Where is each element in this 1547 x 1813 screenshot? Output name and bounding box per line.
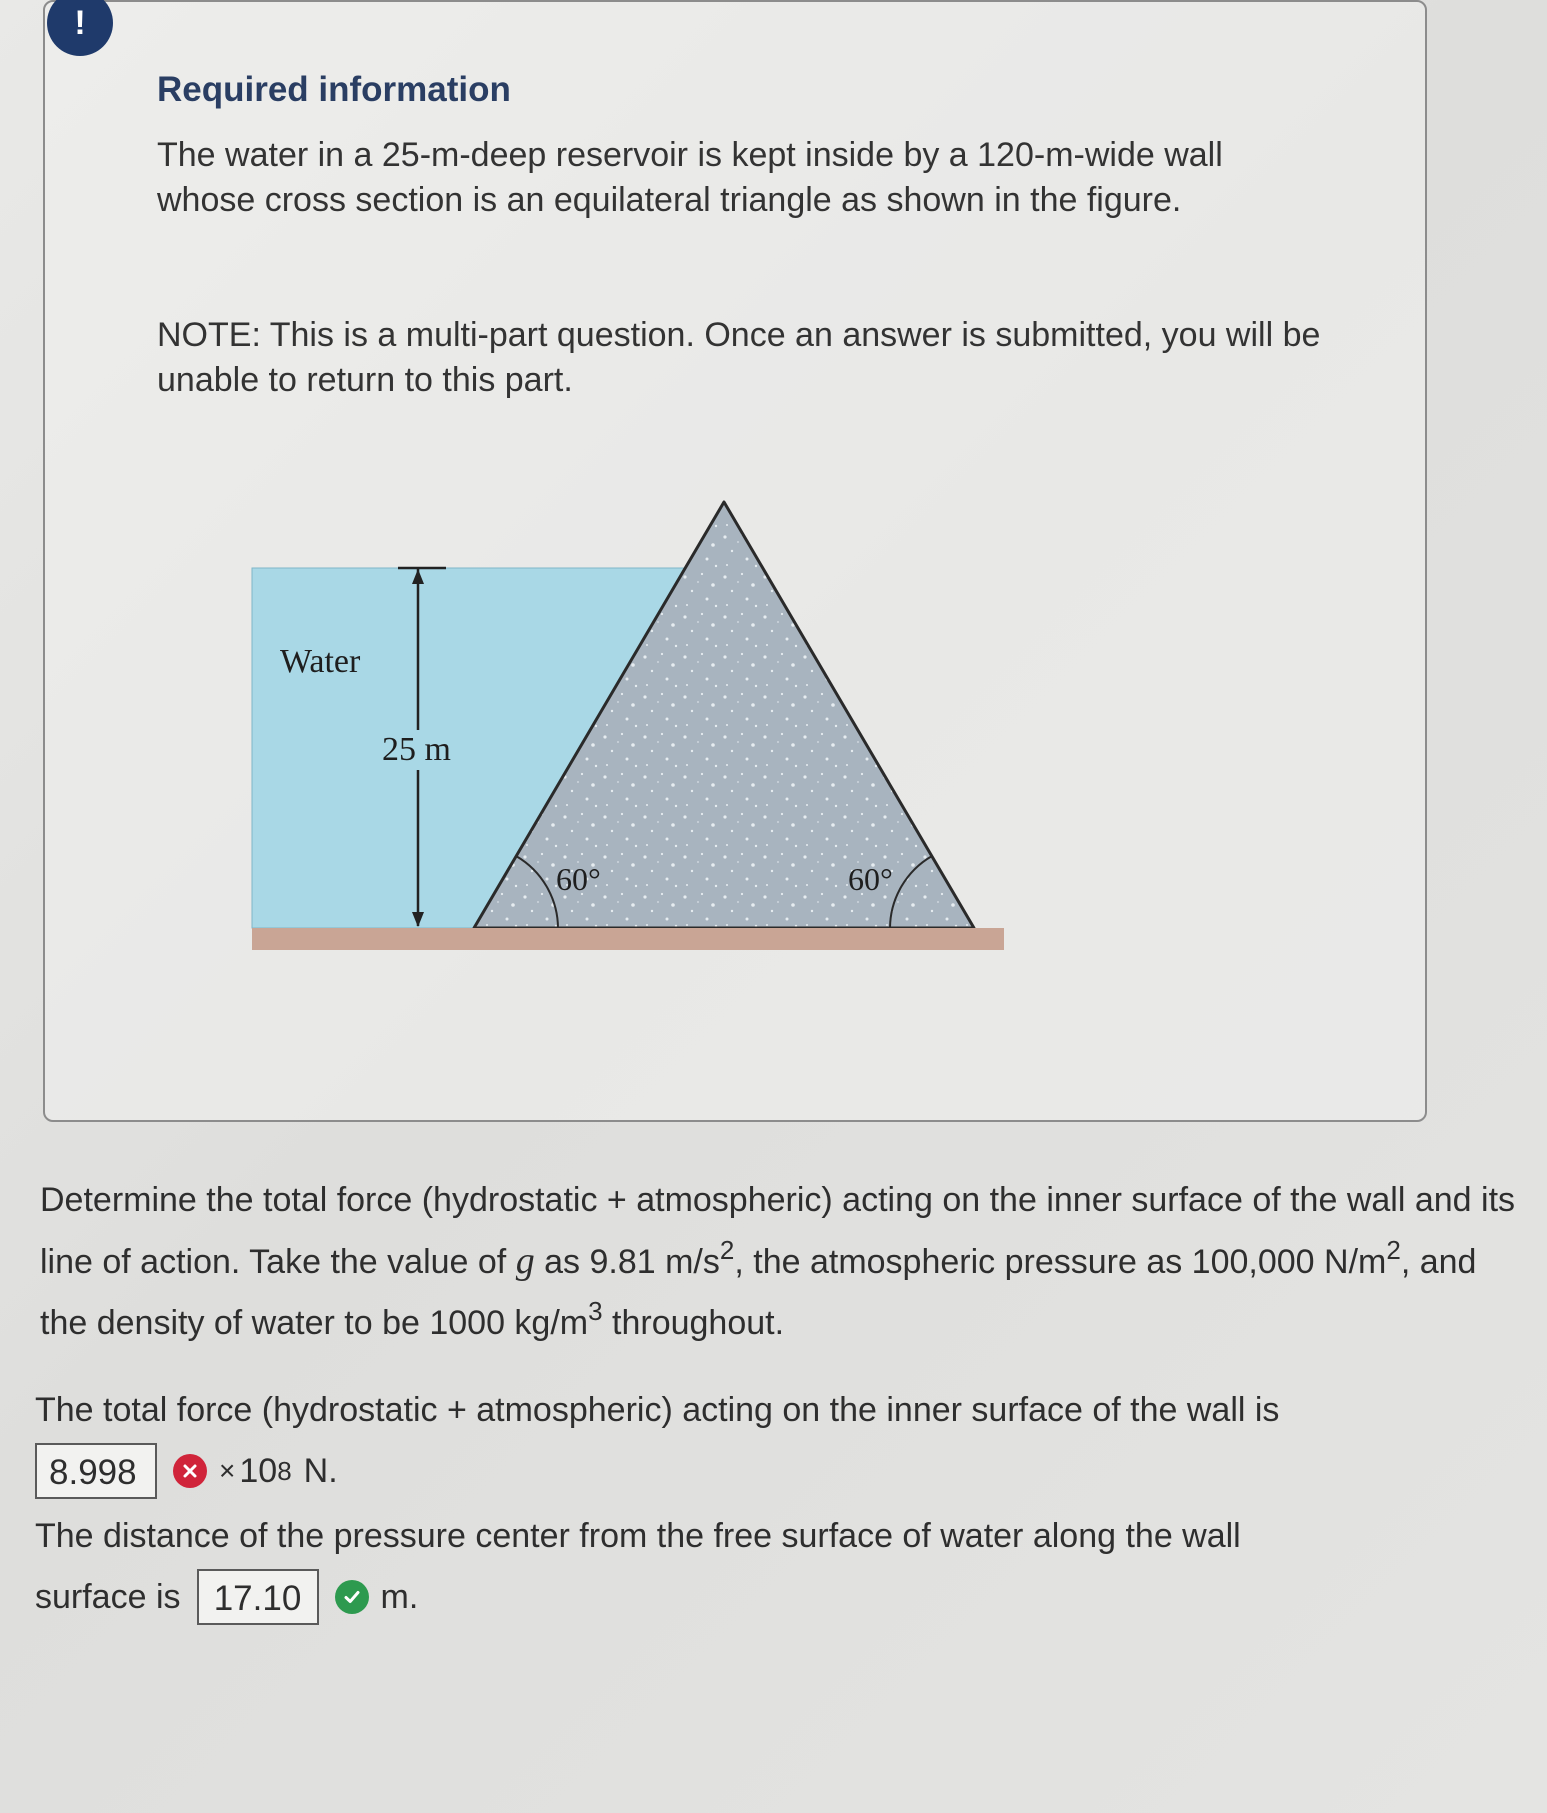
problem-statement: The water in a 25-m-deep reservoir is kept inside by a 120-m-wide wall whose cross section is an equilateral triangle as shown in the figure.: [157, 136, 1223, 219]
water-label: Water: [280, 643, 361, 680]
question-part-1: Determine the total force (hydrostatic + atmospheric) acting on the inner surface of the wall and its line of action. Take the value of: [40, 1181, 1516, 1281]
correct-icon: [335, 1580, 369, 1614]
check-mark-icon: [343, 1588, 361, 1606]
distance-prompt: The distance of the pressure center from the free surface of water along the wall: [35, 1517, 1241, 1555]
exponent-3: 3: [588, 1296, 603, 1326]
question-part-5: throughout.: [602, 1304, 785, 1342]
depth-label: 25 m: [382, 731, 451, 768]
question-part-2: as 9.81 m/s: [534, 1243, 720, 1281]
x-mark-icon: [182, 1463, 198, 1479]
right-angle-label: 60°: [848, 861, 893, 897]
dam-diagram: [240, 490, 1020, 970]
exponent-2a: 2: [719, 1235, 735, 1265]
force-prompt: The total force (hydrostatic + atmospheric) acting on the inner surface of the wall is: [35, 1391, 1280, 1429]
incorrect-icon: [173, 1454, 207, 1488]
answer-section: [35, 1380, 1515, 1632]
force-base: 10: [239, 1451, 278, 1490]
g-symbol: g: [515, 1240, 535, 1282]
required-info-heading: Required information: [157, 70, 511, 109]
exponent-2b: 2: [1386, 1235, 1401, 1265]
distance-prefix: surface is: [35, 1577, 181, 1616]
ground-strip: [252, 928, 1004, 950]
force-answer-row: 8.998 × 10 8 N.: [35, 1440, 1515, 1502]
force-unit: N.: [303, 1451, 338, 1490]
left-angle-label: 60°: [556, 861, 601, 897]
force-answer-input[interactable]: 8.998: [35, 1443, 157, 1499]
multipart-note: NOTE: This is a multi-part question. Once an answer is submitted, you will be unable to return to this part.: [157, 316, 1321, 399]
question-part-4: , and the density of water to be 1000 kg/m: [40, 1243, 1477, 1342]
question-prompt: [40, 1170, 1530, 1354]
dam-figure: [240, 490, 1020, 970]
times-symbol: ×: [219, 1455, 236, 1486]
alert-icon: !: [47, 0, 113, 56]
distance-unit: m.: [380, 1577, 419, 1616]
question-part-3: , the atmospheric pressure as 100,000 N/m: [734, 1243, 1387, 1281]
distance-answer-row: [35, 1566, 1515, 1628]
distance-answer-input[interactable]: 17.10: [197, 1569, 319, 1625]
